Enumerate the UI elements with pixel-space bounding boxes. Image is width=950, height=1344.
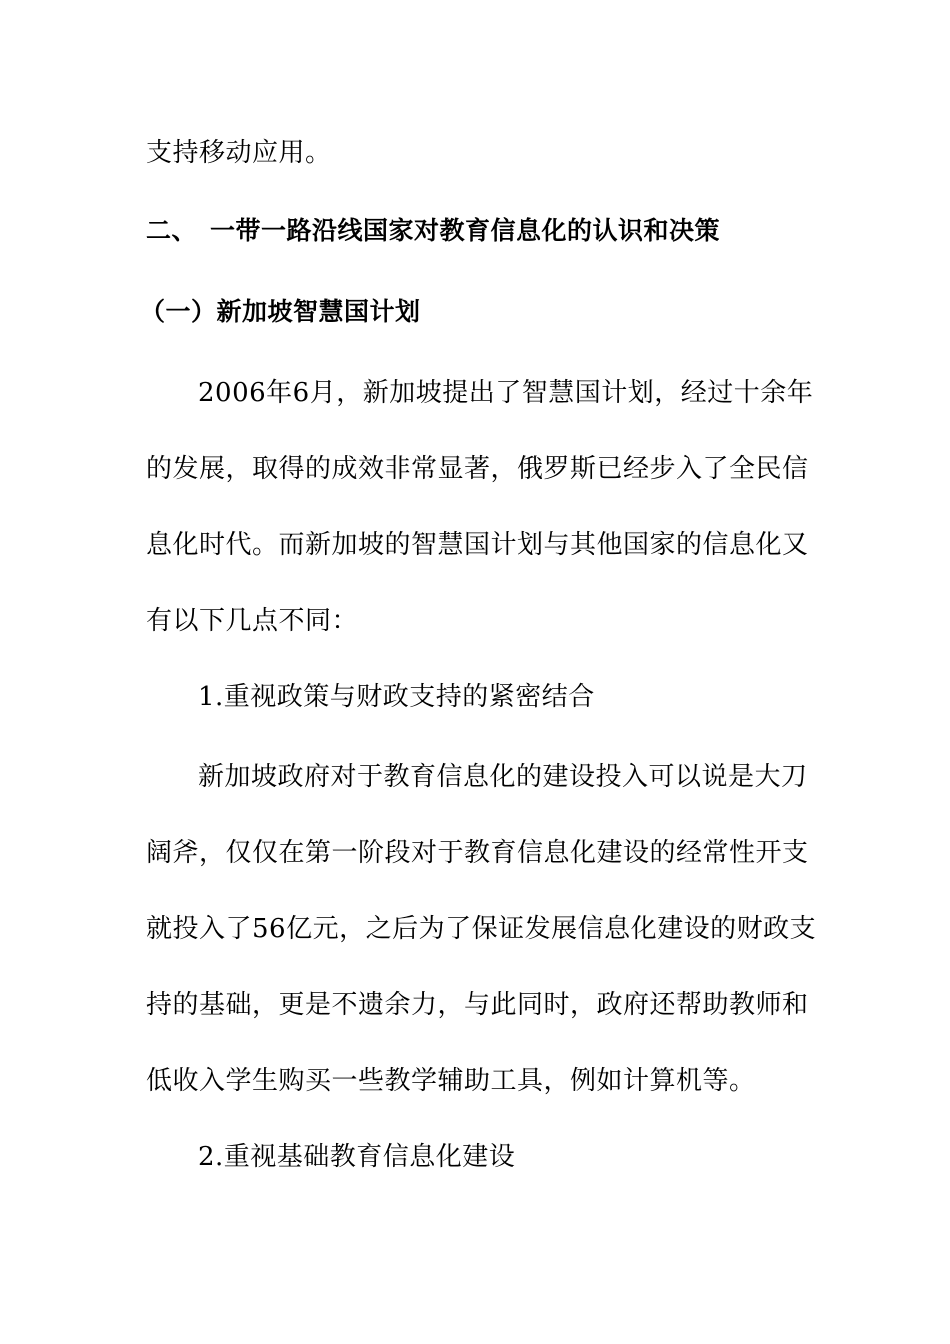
section-heading <box>146 214 826 248</box>
subsection-heading: （一）新加坡智慧国计划 <box>140 297 421 326</box>
paragraph-line: 就投入了56亿元，之后为了保证发展信息化建设的财政支 <box>146 914 817 944</box>
section-heading-title: 一带一路沿线国家对教育信息化的认识和决策 <box>210 216 721 245</box>
paragraph-line: 持的基础，更是不遗余力，与此同时，政府还帮助教师和 <box>146 990 809 1020</box>
continuation-text: 支持移动应用。 <box>146 138 332 168</box>
paragraph-line: 阔斧，仅仅在第一阶段对于教育信息化建设的经常性开支 <box>146 838 809 868</box>
paragraph-line: 低收入学生购买一些教学辅助工具，例如计算机等。 <box>146 1066 756 1096</box>
paragraph-line: 有以下几点不同： <box>146 606 359 636</box>
paragraph-line: 息化时代。而新加坡的智慧国计划与其他国家的信息化又 <box>146 530 809 560</box>
paragraph-line: 2006年6月，新加坡提出了智慧国计划，经过十余年 <box>198 378 814 408</box>
item-heading-1: 1.重视政策与财政支持的紧密结合 <box>198 682 595 712</box>
section-heading-number: 二、 <box>146 216 198 245</box>
paragraph-line: 的发展，取得的成效非常显著，俄罗斯已经步入了全民信 <box>146 454 809 484</box>
item-heading-2: 2.重视基础教育信息化建设 <box>198 1142 516 1172</box>
paragraph-line: 新加坡政府对于教育信息化的建设投入可以说是大刀 <box>198 762 808 792</box>
